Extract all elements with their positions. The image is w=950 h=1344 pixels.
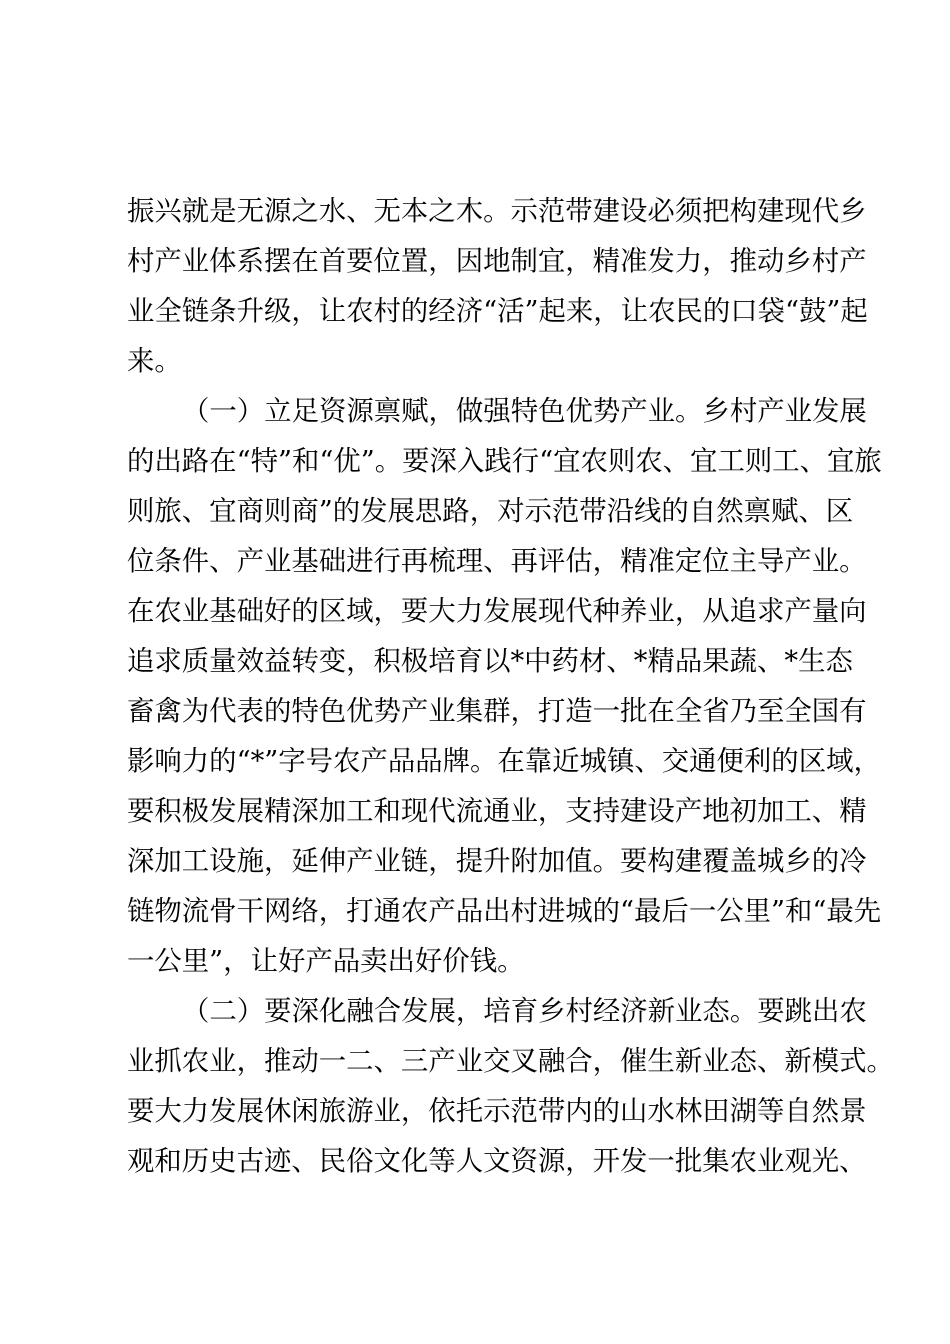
text-line: 振兴就是无源之水、无本之木。示范带建设必须把构建现代乡 <box>127 196 867 227</box>
text-line: 追求质量效益转变，积极培育以*中药材、*精品果蔬、*生态 <box>127 646 853 677</box>
text-line: 影响力的“*”字号农产品品牌。在靠近城镇、交通便利的区域， <box>127 746 881 777</box>
text-line: 要积极发展精深加工和现代流通业，支持建设产地初加工、精 <box>127 796 867 827</box>
text-line: 在农业基础好的区域，要大力发展现代种养业，从追求产量向 <box>127 596 867 627</box>
section-heading-1: （一）立足资源禀赋，做强特色优势产业。乡村产业发展 <box>182 396 867 427</box>
text-line: 深加工设施，延伸产业链，提升附加值。要构建覆盖城乡的冷 <box>127 846 867 877</box>
text-line: 畜禽为代表的特色优势产业集群，打造一批在全省乃至全国有 <box>127 696 867 727</box>
text-line: 业抓农业，推动一二、三产业交叉融合，催生新业态、新模式。 <box>127 1046 894 1077</box>
text-line: 要大力发展休闲旅游业，依托示范带内的山水林田湖等自然景 <box>127 1096 867 1127</box>
section-heading-2: （二）要深化融合发展，培育乡村经济新业态。要跳出农 <box>182 996 867 1027</box>
text-line: 位条件、产业基础进行再梳理、再评估，精准定位主导产业。 <box>127 546 867 577</box>
text-line: 来。 <box>127 346 182 377</box>
text-line: 业全链条升级，让农村的经济“活”起来，让农民的口袋“鼓”起 <box>127 296 868 327</box>
text-line: 的出路在“特”和“优”。要深入践行“宜农则农、宜工则工、宜旅 <box>127 446 882 477</box>
text-line: 观和历史古迹、民俗文化等人文资源，开发一批集农业观光、 <box>127 1146 867 1177</box>
text-line: 一公里”，让好产品卖出好价钱。 <box>127 946 525 977</box>
text-line: 则旅、宜商则商”的发展思路，对示范带沿线的自然禀赋、区 <box>127 496 854 527</box>
text-line: 村产业体系摆在首要位置，因地制宜，精准发力，推动乡村产 <box>127 246 867 277</box>
text-line: 链物流骨干网络，打通农产品出村进城的“最后一公里”和“最先 <box>127 896 882 927</box>
